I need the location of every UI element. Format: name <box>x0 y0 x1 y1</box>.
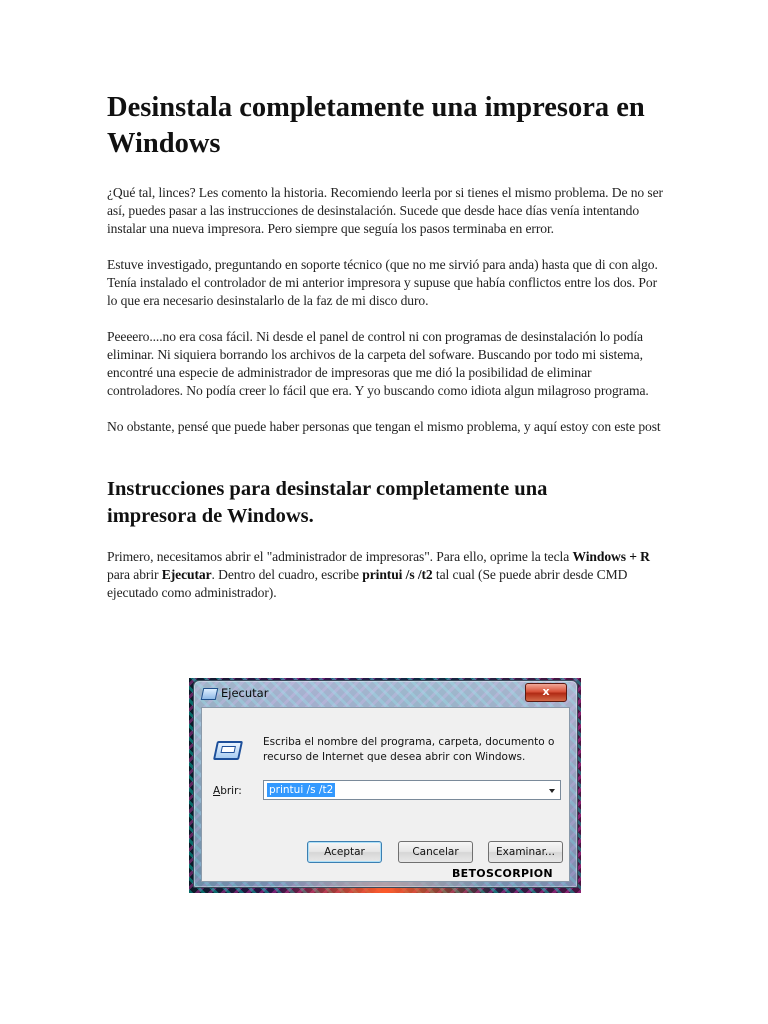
instructions-text-2: para abrir <box>107 567 162 582</box>
intro-paragraph-1: ¿Qué tal, linces? Les comento la historia. Recomiendo leerla por si tienes el mismo problema. De no ser así, puedes pasar a las instrucciones de desinstalación. Sucede que desde hace días venía intentando instalar una nueva impresora. Pero siempre que seguía los pasos terminaba en error. <box>107 185 663 236</box>
run-dialog-screenshot <box>189 678 581 893</box>
close-button[interactable]: x <box>525 683 567 702</box>
open-label-accelerator: A <box>213 785 221 797</box>
open-input-value[interactable]: printui /s /t2 <box>269 784 334 796</box>
intro-paragraph-3: Peeeero....no era cosa fácil. Ni desde el panel de control ni con programas de desinstalación lo podía eliminar. Ni siquiera borrando los archivos de la carpeta del sofware. Buscando por todo mi sistema, encontré una especie de administrador de impresoras que me dió la posibilidad de eliminar controladores. No podía creer lo fácil que era. Y yo buscando como idiota algun milagroso programa. <box>107 329 649 398</box>
run-icon-window <box>220 746 235 753</box>
watermark-text: BETOSCORPION <box>452 867 553 880</box>
run-dialog-title: Ejecutar <box>221 686 269 700</box>
article-title: Desinstala completamente una impresora en Windows <box>107 92 645 159</box>
instructions-text-1: Primero, necesitamos abrir el "administrador de impresoras". Para ello, oprime la tecla <box>107 549 573 564</box>
run-dialog-window <box>193 680 578 888</box>
instructions-text-3: . Dentro del cuadro, escribe <box>211 567 363 582</box>
open-label-text: brir: <box>220 785 242 797</box>
instructions-heading: Instrucciones para desinstalar completamente una impresora de Windows. <box>107 478 548 527</box>
shortcut-keys: Windows + R <box>572 549 650 564</box>
article <box>107 90 667 620</box>
printui-command: printui /s /t2 <box>362 567 433 582</box>
chevron-down-icon[interactable] <box>549 789 555 793</box>
run-dialog-body <box>201 707 570 882</box>
instructions-text-4: tal cual (Se puede abrir desde CMD ejecutado como administrador). <box>107 567 628 600</box>
run-command-name: Ejecutar <box>161 567 212 582</box>
intro-paragraph-2: Estuve investigado, preguntando en soporte técnico (que no me sirvió para anda) hasta que di con algo. Tenía instalado el controlador de mi anterior impresora y supuse que había conflictos entre los dos. Por lo que era necesario desinstalarlo de la faz de mi disco duro. <box>107 257 658 308</box>
instructions-paragraph <box>107 548 667 602</box>
run-icon <box>213 741 243 760</box>
browse-button[interactable]: Examinar... <box>488 841 563 863</box>
run-dialog-titlebar[interactable] <box>194 681 577 707</box>
ok-button[interactable]: Aceptar <box>307 841 382 863</box>
run-prompt-text: Escriba el nombre del programa, carpeta, documento o recurso de Internet que desea abrir con Windows. <box>263 736 555 763</box>
open-combobox[interactable] <box>263 780 561 800</box>
intro-paragraph-4: No obstante, pensé que puede haber personas que tengan el mismo problema, y aquí estoy con este post <box>107 419 661 434</box>
run-title-icon <box>201 688 219 700</box>
cancel-button[interactable]: Cancelar <box>398 841 473 863</box>
open-label <box>213 785 242 797</box>
